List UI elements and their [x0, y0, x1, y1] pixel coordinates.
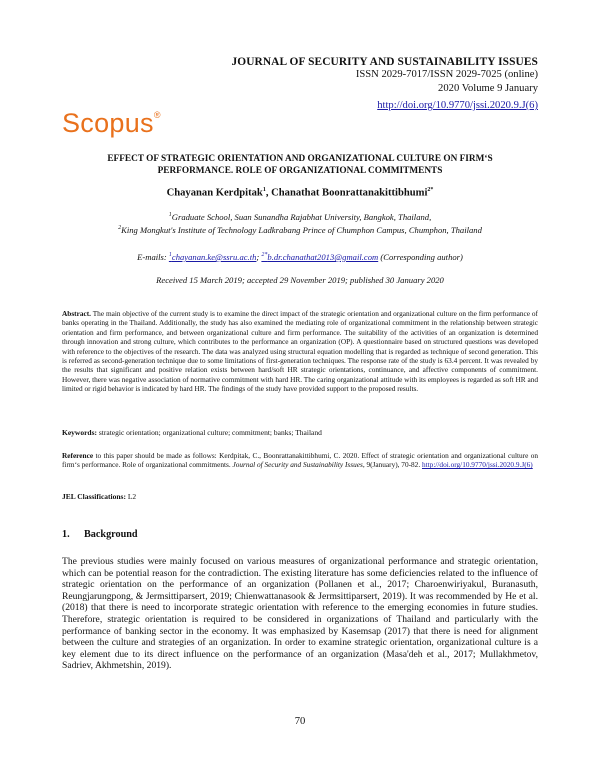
- publication-dates: Received 15 March 2019; accepted 29 November 2019; published 30 January 2020: [156, 275, 444, 285]
- page-number: 70: [294, 716, 306, 727]
- author-2-sup: 2*: [427, 187, 434, 193]
- email-1-sup: 1: [168, 252, 172, 259]
- section-title: Background: [84, 529, 138, 540]
- paper-title-line-2: PERFORMANCE. ROLE OF ORGANIZATIONAL COMMITMENTS: [157, 166, 443, 176]
- email-separator: ;: [256, 252, 262, 262]
- reference-pages: , 9(January), 70-82.: [362, 460, 422, 470]
- reference-text: to this paper should be made as follows: Kerdpitak, C., Boonrattanakittibhumi, C. 2020. Effect of strategic orientation and organizational culture on firm‘s performance. Role of organizational commitments.: [62, 451, 538, 470]
- reference-doi-link[interactable]: http://doi.org/10.9770/jssi.2020.9.J(6): [421, 460, 533, 470]
- journal-issn: ISSN 2029-7017/ISSN 2029-7025 (online): [355, 69, 538, 80]
- affiliation-2: [62, 225, 538, 235]
- journal-issue: 2020 Volume 9 January: [438, 82, 538, 94]
- author-2: Chanathat Boonrattanakittibhumi: [271, 187, 428, 199]
- author-1-sup: 1: [262, 187, 266, 193]
- reference-label: Reference: [62, 451, 94, 460]
- reference-journal: Journal of Security and Sustainability Issues: [232, 460, 363, 470]
- keywords-text: strategic orientation; organizational culture; commitment; banks; Thailand: [97, 428, 322, 437]
- email-1-link[interactable]: [169, 252, 257, 262]
- jel-classifications: [62, 492, 538, 501]
- section-heading: [62, 529, 138, 540]
- abstract-text: The main objective of the current study is to examine the direct impact of the strategic orientation and organizational culture on the firm performance of banks operating in the Thailand. Additionally, the study has also examined the mediating role of organizational commitment in the relationship between strategic orientation and firm performance, and between organizational culture and firm performance. The suitability of the activities of an organization is determined through innovation and strong culture, which contributes to the performance an organization (OP). A questionnaire based on structured questions was developed with reference to the objectives of the research. The data was analyzed using structural equation modelling that is regarded as technique of second generation. This is referred as second-generation technique due to some limitations of first-generation techniques. The response rate of the study is 63.4 percent. It was revealed by the results that significant and positive relation exists between hard/soft HR strategic orientations, continuance, and affective components of commitment. However, there was negative association of normative commitment with hard HR. The caring organizational attitude with its employees is regarded as soft HR and limited or rigid behavior is indicated by hard HR. The findings of the study have provided support to the proposed results.: [62, 309, 538, 394]
- emails-label: E-mails:: [137, 252, 169, 262]
- authors: [62, 187, 538, 199]
- author-separator: ,: [265, 187, 272, 199]
- jel-text: L2: [125, 492, 137, 501]
- journal-doi-link[interactable]: http://doi.org/10.9770/jssi.2020.9.J(6): [377, 100, 538, 111]
- affiliation-2-sup: 2: [118, 225, 122, 232]
- emails: [62, 252, 538, 262]
- scopus-logo: [62, 108, 161, 139]
- affiliation-1: [62, 212, 538, 222]
- paper-title: [62, 153, 538, 177]
- abstract-label: Abstract.: [62, 309, 91, 318]
- scopus-registered-mark: ®: [153, 110, 161, 120]
- email-1-text: chayanan.ke@ssru.ac.th: [171, 252, 257, 262]
- affiliation-1-text: Graduate School, Suan Sunandha Rajabhat University, Bangkok, Thailand,: [171, 212, 432, 222]
- email-2-text: b.dr.chanathat2013@gmail.com: [267, 252, 379, 262]
- affiliation-1-sup: 1: [168, 212, 172, 219]
- journal-title: JOURNAL OF SECURITY AND SUSTAINABILITY ISSUES: [231, 56, 538, 68]
- section-number: 1.: [62, 529, 70, 540]
- keywords-label: Keywords:: [62, 428, 97, 437]
- emails-note: (Corresponding author): [378, 252, 463, 262]
- abstract: [62, 309, 538, 394]
- affiliation-2-text: King Mongkut's Institute of Technology Ladkrabang Prince of Chumphon Campus, Chumphon, Thailand: [121, 225, 482, 235]
- citation-reference: [62, 451, 538, 470]
- email-2-link[interactable]: [261, 252, 378, 262]
- journal-header: [118, 56, 538, 113]
- paper-title-line-1: EFFECT OF STRATEGIC ORIENTATION AND ORGANIZATIONAL CULTURE ON FIRM‘S: [107, 154, 493, 164]
- scopus-logo-text: Scopus: [62, 108, 154, 138]
- body-paragraph: The previous studies were mainly focused on various measures of organizational performance and strategic orientation, which can be potential reason for the contradiction. The existing literature has some deficiencies related to the influence of strategic orientation on the performance of an organization (Pollanen et al., 2017; Charoenwiriyakul, Buranasuth, Reungjarungpong, & Jermsittiparsert, 2019; Chienwattanasook & Jermsittiparsert, 2019). It was recommended by He et al. (2018) that there is need to incorporate strategic orientation with reference to the emerging economies in future studies. Therefore, strategic orientation is required to be considered in organizations of Thailand and particularly with the performance of banking sector in the economy. It was emphasized by Kasemsap (2017) that there is need for alignment between the culture and strategies of an organization. In order to examine strategic orientation, organizational culture is a key element due to its direct influence on the performance of an organization (Masa'deh et al., 2017; Mullakhmetov, Sadriev, Akhmetshin, 2019).: [62, 556, 538, 672]
- author-1: Chayanan Kerdpitak: [166, 187, 263, 199]
- email-2-sup: 2*: [261, 252, 268, 259]
- jel-label: JEL Classifications:: [62, 492, 126, 501]
- keywords: [62, 428, 538, 437]
